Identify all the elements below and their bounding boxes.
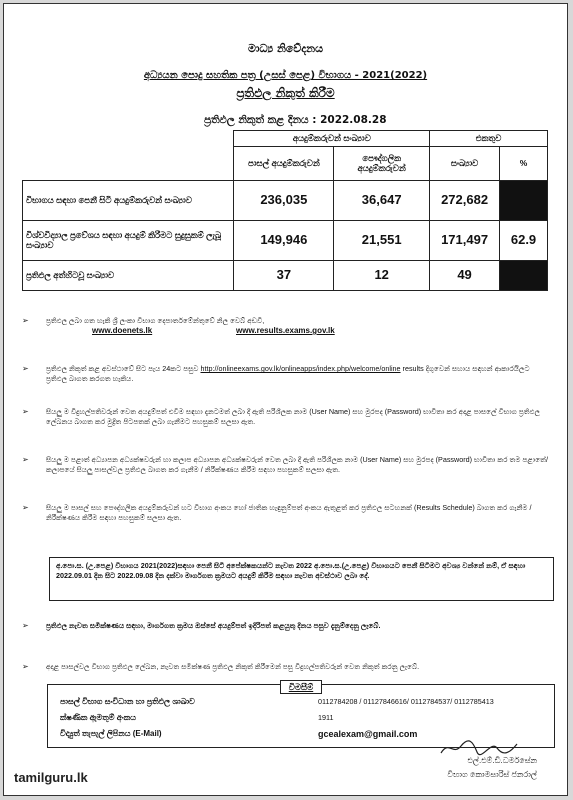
- results-table: [22, 130, 548, 291]
- school-value: 37: [234, 261, 334, 291]
- press-release-page: [3, 3, 568, 796]
- school-value: 236,035: [234, 181, 334, 221]
- source-watermark: tamilguru.lk: [14, 770, 88, 785]
- signatory-title: විභාග කොමසාරිස් ජනරාල්: [447, 770, 537, 779]
- total-value: 272,682: [430, 181, 500, 221]
- bullet-principals: ➢ සියලු ම විදුහල්පතිවරුන් වෙත අයදුම්පත් එවීම සඳහා දැනටමත් ලබා දී ඇති පරිශීලක නාම (User Name) සහ මුරපද (Password) භාවිතා කර අදාළ පාසලේ විභාග ප්‍රතිඵල ලේඛනය බාගත කර මුද්‍රිත පිටපතක් ලබා ගැනීමට පහසුකම් සලසා ඇත.: [22, 407, 540, 426]
- arrow-bullet-icon: ➢: [22, 662, 29, 671]
- email-address[interactable]: gcealexam@gmail.com: [318, 729, 418, 739]
- row-label: විභාගය සඳහා පෙනී සිටි අයදුම්කරුවන් සංඛ්‍යාව: [23, 181, 234, 221]
- bullet-online-download: ➢ ප්‍රතිඵල නිකුත් කළ අවස්ථාවේ සිට පැය 24කට පසුව http://onlineexams.gov.lk/onlineapps/index.php/welcome/online results දිගුවෙන් සහාය සඳහන් ආකාරයිලට ප්‍රතිඵල බාගත කරගත හැකිය.: [22, 364, 530, 383]
- row-label: විශ්වවිද්‍යාල ප්‍රවේශය සඳහා අයදුම් කිරීමට සුදුසුකම් ලැබූ සංඛ්‍යාව: [23, 221, 234, 261]
- onlineexams-link[interactable]: http://onlineexams.gov.lk/onlineapps/index.php/welcome/online: [200, 364, 401, 373]
- reexam-notice-box: අ.පො.ස. (උ.පෙළ) විභාගය 2021(2022)සඳහා පෙනී සිටි අපේක්ෂකයන්ට නැවත 2022 අ.පො.ස.(උ.පෙළ) විභාගයට පෙනී සිටීමට අවශ්‍ය වන්නේ නම්, ඒ සඳහා 2022.09.01 දින සිට 2022.09.08 දින දක්වා මාර්ගගත ක්‍රමයට අයදුම් කිරීම සඳහා නැවත අවස්ථාව ලබා දේ.: [49, 557, 554, 601]
- row-label: ප්‍රතිඵල අත්හිටවූ සංඛ්‍යාව: [23, 261, 234, 291]
- document-title: මාධ්‍ය නිවේදනය: [247, 42, 324, 55]
- arrow-bullet-icon: ➢: [22, 364, 29, 373]
- arrow-bullet-icon: ➢: [22, 316, 29, 325]
- results-exams-link[interactable]: www.results.exams.gov.lk: [236, 326, 335, 335]
- bullet-websites: ➢ ප්‍රතිඵල ලබා ගත හැකි ශ්‍රී ලංකා විභාග දෙපාර්තමේන්තුවේ නිල වෙබ් අඩවි,: [22, 316, 265, 325]
- branch-phone-numbers: 0112784208 / 01127846616/ 0112784537/ 0112785413: [318, 697, 494, 706]
- hotline-number: 1911: [318, 713, 334, 722]
- blacked-out-cell: [500, 261, 548, 291]
- total-value: 171,497: [430, 221, 500, 261]
- bullet-school-sheets: ➢ අදාළ පාසල්වල විභාග ප්‍රතිඵල ලේඛන, නැවත සමීක්ෂණ ප්‍රතිඵල නිකුත් කිරීමෙන් පසු විදුහල්පතිවරුන් වෙත නිකුත් කරනු ලැබේ.: [22, 662, 420, 671]
- arrow-bullet-icon: ➢: [22, 621, 29, 630]
- bullet-directors: ➢ සියලු ම පළාත් අධ්‍යාපන අධ්‍යක්ෂවරුන් හා කලාප අධ්‍යාපන අධ්‍යක්ෂවරුන් වෙත ලබා දී ඇති පරිශීලක නාම (User Name) සහ මුරපද (Password) භාවිතා කර තම පළාතේ/කලාපයේ සියලු පාසල්වල ප්‍රතිඵල බාගත කර ගැනීම / නිරීක්ෂණය කිරීම සඳහා පහසුකම් සලසා ඇත.: [22, 455, 548, 474]
- total-value: 49: [430, 261, 500, 291]
- inquiry-row-hotline: ක්ෂණික ඇමතුම් අංකය 1911: [60, 713, 334, 722]
- table-row: [23, 261, 548, 291]
- arrow-bullet-icon: ➢: [22, 455, 29, 464]
- blacked-out-cell: [500, 181, 548, 221]
- bullet-candidates: ➢ සියලු ම පාසල් සහ පෞද්ගලික අයදුම්කරුවන් හට විභාග අංකය හෝ ජාතික හැඳුනුම්පත් අංකය ඇතුළත් කර ප්‍රතිඵල සටහනක් (Results Schedule) බාගත කර ගැනීම / නිරීක්ෂණය කිරීම සඳහා පහසුකම් සලසා ඇත.: [22, 503, 532, 522]
- school-value: 149,946: [234, 221, 334, 261]
- school-candidates-header: පාසල් අයදුම්කරුවන්: [234, 147, 334, 181]
- private-value: 36,647: [334, 181, 430, 221]
- arrow-bullet-icon: ➢: [22, 503, 29, 512]
- table-row: [23, 181, 548, 221]
- signature-image: [439, 738, 519, 758]
- signatory-name: එල්.එම්.ඩී.ධර්මසේන: [467, 756, 537, 765]
- release-date: ප්‍රතිඵල නිකුත් කළ දිනය : 2022.08.28: [204, 114, 387, 126]
- document-subtitle: ප්‍රතිඵල නිකුත් කිරීම: [236, 86, 335, 100]
- private-value: 21,551: [334, 221, 430, 261]
- total-group-header: එකතුව: [430, 131, 548, 147]
- private-value: 12: [334, 261, 430, 291]
- percent-header: %: [500, 147, 548, 181]
- bullet-rescrutiny: ➢ ප්‍රතිඵල නැවත සමීක්ෂණය සඳහා, මාර්ගගත ක්‍රමය ඔස්සේ අයදුම්පත් ඉදිරිපත් කළයුතු දිනය පසුව දැනුම්දෙනු ලැබේ.: [22, 621, 381, 630]
- inquiry-row-branch: පාසල් විභාග සංවිධාන හා ප්‍රතිඵල ශාඛාව 0112784208 / 01127846616/ 0112784537/ 0112785413: [60, 697, 494, 706]
- inquiries-title: විමසීම්: [280, 680, 322, 694]
- table-row: [23, 221, 548, 261]
- exam-name: අධ්‍යයන පොදු සහතික පත්‍ර (උසස් පෙළ) විභාගය - 2021(2022): [143, 70, 428, 81]
- doenets-link[interactable]: www.doenets.lk: [92, 326, 153, 335]
- count-header: සංඛ්‍යාව: [430, 147, 500, 181]
- percent-value: 62.9: [500, 221, 548, 261]
- private-candidates-header: පෞද්ගලික අයදුම්කරුවන්: [334, 147, 430, 181]
- candidates-group-header: අයදුම්කරුවන් සංඛ්‍යාව: [234, 131, 430, 147]
- arrow-bullet-icon: ➢: [22, 407, 29, 416]
- inquiry-row-email: විද්‍යුත් තැපැල් ලිපිනය (E-Mail) gcealexam@gmail.com: [60, 729, 418, 739]
